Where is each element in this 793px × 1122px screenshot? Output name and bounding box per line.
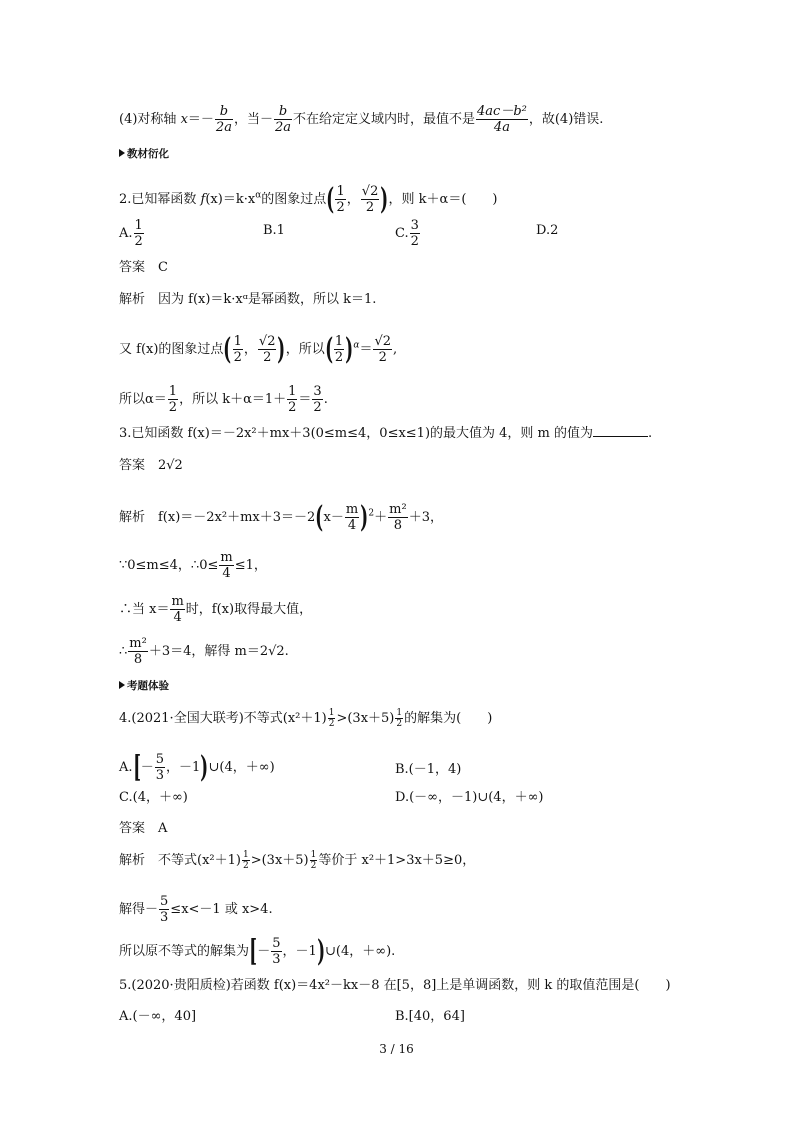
frac: [271, 936, 281, 967]
t: ＋: [374, 510, 388, 525]
option-d: D.2: [536, 223, 559, 238]
section-heading-exam: [119, 676, 169, 696]
t: ∪(4，＋∞): [208, 760, 275, 775]
t: ∪(4，＋∞).: [325, 944, 396, 959]
frac: [287, 384, 297, 415]
t: >(3x＋5): [250, 853, 309, 868]
triangle-icon: [119, 149, 125, 157]
den: 2: [410, 234, 419, 249]
question-2: [119, 181, 498, 217]
t: ，: [346, 192, 360, 207]
den: 2: [242, 861, 249, 871]
num: 1: [134, 218, 143, 233]
frac: [476, 104, 528, 135]
den: 2: [336, 200, 345, 215]
frac: [388, 502, 408, 533]
t: ＝－: [187, 112, 214, 127]
den: 2: [310, 861, 317, 871]
frac: [345, 502, 359, 533]
explanation-2: 解析 因为 f(x)＝k·xᵅ是幂函数，所以 k＝1.: [119, 292, 377, 307]
frac: [233, 334, 243, 365]
num: 1: [288, 384, 297, 399]
t: ，－1: [282, 944, 317, 959]
explanation-2b: [119, 331, 398, 367]
frac: [168, 384, 178, 415]
t: α: [353, 340, 360, 351]
num: 1: [310, 850, 317, 860]
line-axis-note: [119, 104, 603, 135]
explanation-4c: [119, 933, 396, 969]
explanation-4b: [119, 894, 273, 925]
t: ＋3＝4，解得 m＝2√2.: [148, 644, 289, 659]
num: 5: [272, 936, 281, 951]
t: 的解集为( ): [404, 711, 493, 726]
paren: ): [360, 499, 369, 535]
option-c: C.(4，＋∞): [119, 790, 188, 805]
t: .: [323, 392, 328, 407]
paren: (: [324, 331, 333, 367]
t: ≤x<－1 或 x>4.: [170, 902, 273, 917]
t: 又 f(x)的图象过点: [119, 342, 224, 357]
t: ，所以 k＋α＝1＋: [179, 392, 287, 407]
den: 2: [334, 350, 344, 365]
den: 2: [328, 719, 335, 729]
exponent: [310, 850, 318, 871]
frac: [170, 594, 184, 625]
t: f: [200, 192, 206, 207]
t: 时，f(x)取得最大值，: [185, 602, 313, 617]
bracket: [: [249, 933, 258, 969]
t: ，故(4)错误.: [528, 112, 604, 127]
explanation-3: [119, 499, 443, 535]
answer-4: 答案 A: [119, 821, 168, 836]
den: 8: [393, 518, 403, 533]
frac: [215, 104, 233, 135]
exponent: [328, 708, 336, 729]
num: 1: [168, 384, 178, 399]
den: 3: [272, 952, 281, 967]
t: x: [180, 112, 188, 127]
explanation-3c: [119, 594, 312, 625]
num: m: [220, 550, 233, 565]
answer-3: 答案 2√2: [119, 458, 183, 473]
num: 1: [328, 708, 335, 718]
t: ,: [393, 342, 398, 357]
t: －: [140, 760, 154, 775]
explanation-3b: [119, 550, 267, 581]
option-a: A.(－∞，40]: [119, 1009, 197, 1024]
exponent: [242, 850, 250, 871]
num: m²: [389, 502, 407, 517]
t: 解得－: [119, 902, 159, 917]
explanation-2c: [119, 384, 328, 415]
t: －: [257, 944, 271, 959]
den: 4: [222, 566, 231, 581]
question-3: [119, 424, 652, 444]
t: A.: [119, 760, 133, 775]
exponent: [395, 708, 403, 729]
den: 2: [378, 350, 387, 365]
answer-blank[interactable]: [593, 424, 648, 437]
bracket: ): [200, 749, 209, 785]
option-b: B.(－1，4): [395, 762, 462, 777]
t: 3.已知函数 f(x)＝－2x²＋mx＋3(0≤m≤4，0≤x≤1)的最大值为 4，则 m 的值为: [119, 426, 594, 441]
den: 2: [263, 350, 272, 365]
den: 2: [233, 350, 242, 365]
num: 5: [160, 894, 169, 909]
frac: [335, 184, 345, 215]
option-b: B.1: [263, 223, 285, 238]
num: b: [274, 104, 292, 120]
paren: (: [326, 181, 335, 217]
frac: [312, 384, 322, 415]
den: 2: [396, 719, 403, 729]
t: ∴: [119, 644, 128, 659]
paren: ): [380, 181, 389, 217]
num: √2: [361, 184, 379, 199]
den: 4a: [493, 120, 510, 135]
num: m: [171, 594, 184, 609]
t: ，则 k＋α＝( ): [388, 192, 498, 207]
den: 2: [288, 400, 297, 415]
num: √2: [258, 334, 276, 349]
num: 4ac－b²: [477, 104, 527, 119]
t: ∵0≤m≤4，∴0≤: [119, 558, 219, 573]
t: 4.(2021·全国大联考)不等式(x²＋1): [119, 711, 327, 726]
t: >(3x＋5): [336, 711, 395, 726]
t: (4)对称轴: [119, 112, 181, 127]
t: ∴当 x＝: [119, 602, 170, 617]
frac: [361, 184, 380, 215]
num: 3: [313, 384, 322, 399]
frac: [219, 550, 233, 581]
option-a: [119, 218, 145, 249]
frac: [134, 218, 144, 249]
answer-2: 答案 C: [119, 260, 168, 275]
frac: [274, 104, 292, 135]
den: 2a: [274, 120, 291, 135]
section-title: 考题体验: [127, 680, 169, 692]
t: 解析 f(x)＝－2x²＋mx＋3＝－2: [119, 510, 316, 525]
t: 所以原不等式的解集为: [119, 944, 250, 959]
paren: ): [345, 331, 354, 367]
den: 2: [168, 400, 178, 415]
num: m²: [129, 636, 147, 651]
explanation-4: [119, 850, 475, 871]
option-c: [395, 218, 421, 249]
option-a: [119, 749, 275, 785]
t: 不在给定定义域内时，最值不是: [293, 112, 476, 127]
den: 4: [173, 610, 182, 625]
frac: [410, 218, 420, 249]
t: ≤1，: [234, 558, 267, 573]
frac: [128, 636, 148, 667]
paren: (: [315, 499, 324, 535]
frac: [159, 894, 169, 925]
triangle-icon: [119, 681, 125, 689]
num: 1: [334, 334, 344, 349]
den: 2a: [215, 120, 232, 135]
t: A.: [119, 226, 133, 241]
t: ，所以: [285, 342, 325, 357]
t: α: [255, 190, 262, 201]
t: ，－1: [166, 760, 201, 775]
paren: ): [277, 331, 286, 367]
frac: [373, 334, 392, 365]
num: 5: [155, 752, 165, 767]
num: m: [345, 502, 359, 517]
frac: [155, 752, 165, 783]
den: 2: [313, 400, 322, 415]
t: ＝: [298, 392, 312, 407]
t: 所以α＝: [119, 392, 167, 407]
t: 2.已知幂函数: [119, 192, 201, 207]
section-heading-textbook: [119, 144, 169, 164]
t: 等价于 x²＋1>3x＋5≥0，: [318, 853, 476, 868]
den: 8: [133, 652, 143, 667]
num: 3: [410, 218, 419, 233]
t: .: [648, 426, 653, 441]
paren: (: [223, 331, 232, 367]
t: (x)＝k·x: [205, 192, 256, 207]
question-5: 5.(2020·贵阳质检)若函数 f(x)＝4x²－kx－8 在[5，8]上是单调函数，则 k 的取值范围是( ): [119, 978, 671, 993]
option-b: B.[40，64]: [395, 1009, 465, 1024]
t: 2: [368, 508, 375, 519]
section-title: 教材衍化: [127, 148, 169, 160]
t: ，: [243, 342, 257, 357]
frac: [334, 334, 344, 365]
t: C.: [395, 226, 409, 241]
den: 2: [134, 234, 143, 249]
t: ，当－: [233, 112, 273, 127]
den: 2: [365, 200, 375, 215]
den: 3: [160, 910, 169, 925]
question-4: [119, 708, 492, 729]
bracket: ): [316, 933, 325, 969]
den: 3: [155, 768, 165, 783]
num: 1: [396, 708, 403, 718]
t: x－: [323, 510, 344, 525]
num: 1: [242, 850, 249, 860]
bracket: [: [132, 749, 141, 785]
num: √2: [374, 334, 392, 349]
page-number: 3 / 16: [379, 1042, 414, 1056]
den: 4: [347, 518, 357, 533]
option-d: D.(－∞，－1)∪(4，＋∞): [395, 790, 544, 805]
num: 1: [233, 334, 242, 349]
t: 的图象过点: [261, 192, 327, 207]
num: b: [215, 104, 233, 120]
t: ＋3，: [408, 510, 443, 525]
t: ＝: [359, 342, 373, 357]
frac: [258, 334, 277, 365]
num: 1: [336, 184, 345, 199]
explanation-3d: [119, 636, 289, 667]
t: 解析 不等式(x²＋1): [119, 853, 241, 868]
